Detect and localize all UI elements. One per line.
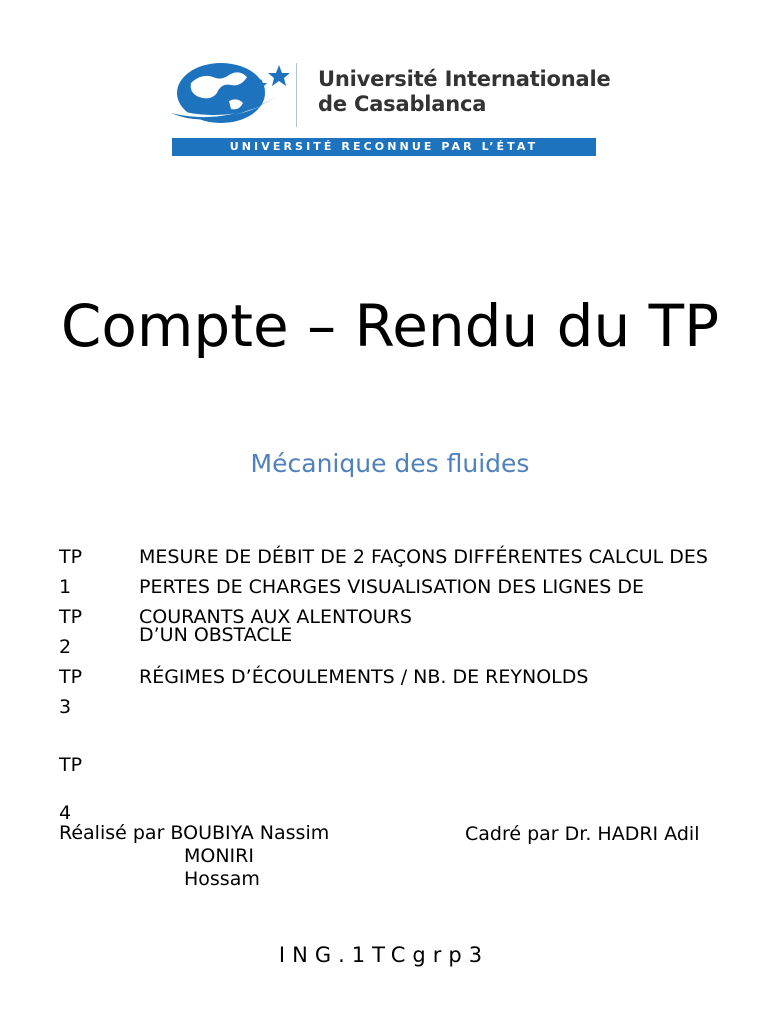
university-name-line2: de Casablanca [318,92,487,116]
tp-label-1: TP 1 [59,546,83,598]
university-band: UNIVERSITÉ RECONNUE PAR L’ÉTAT [172,138,596,156]
tp-label-2: TP 2 [59,606,83,658]
tp-description-1: MESURE DE DÉBIT DE 2 FAÇONS DIFFÉRENTES CALCUL DES PERTES DE CHARGES VISUALISATION DES LIGNES DE COURANTS AUX ALENTOURS [139,546,708,628]
tp-description-2: D’UN OBSTACLE [139,624,293,646]
author-line-2: MONIRI [184,845,254,867]
logo-divider [296,63,297,127]
university-name-line1: Université Internationale [318,67,611,91]
supervisor: Cadré par Dr. HADRI Adil [465,823,700,845]
tp-label-4: TP 4 [59,754,83,824]
author-realise: Réalisé par BOUBIYA Nassim [59,822,330,844]
document-subtitle: Mécanique des fluides [250,449,530,478]
tp-description-3: RÉGIMES D’ÉCOULEMENTS / NB. DE REYNOLDS [139,666,589,688]
class-group: ING.1TCgrp3 [278,943,490,967]
tp-label-3: TP 3 [59,666,83,718]
document-title: Compte – Rendu du TP [60,292,720,360]
globe-swoosh-icon [169,57,289,129]
university-logo [163,55,611,162]
author-line-3: Hossam [184,868,260,890]
